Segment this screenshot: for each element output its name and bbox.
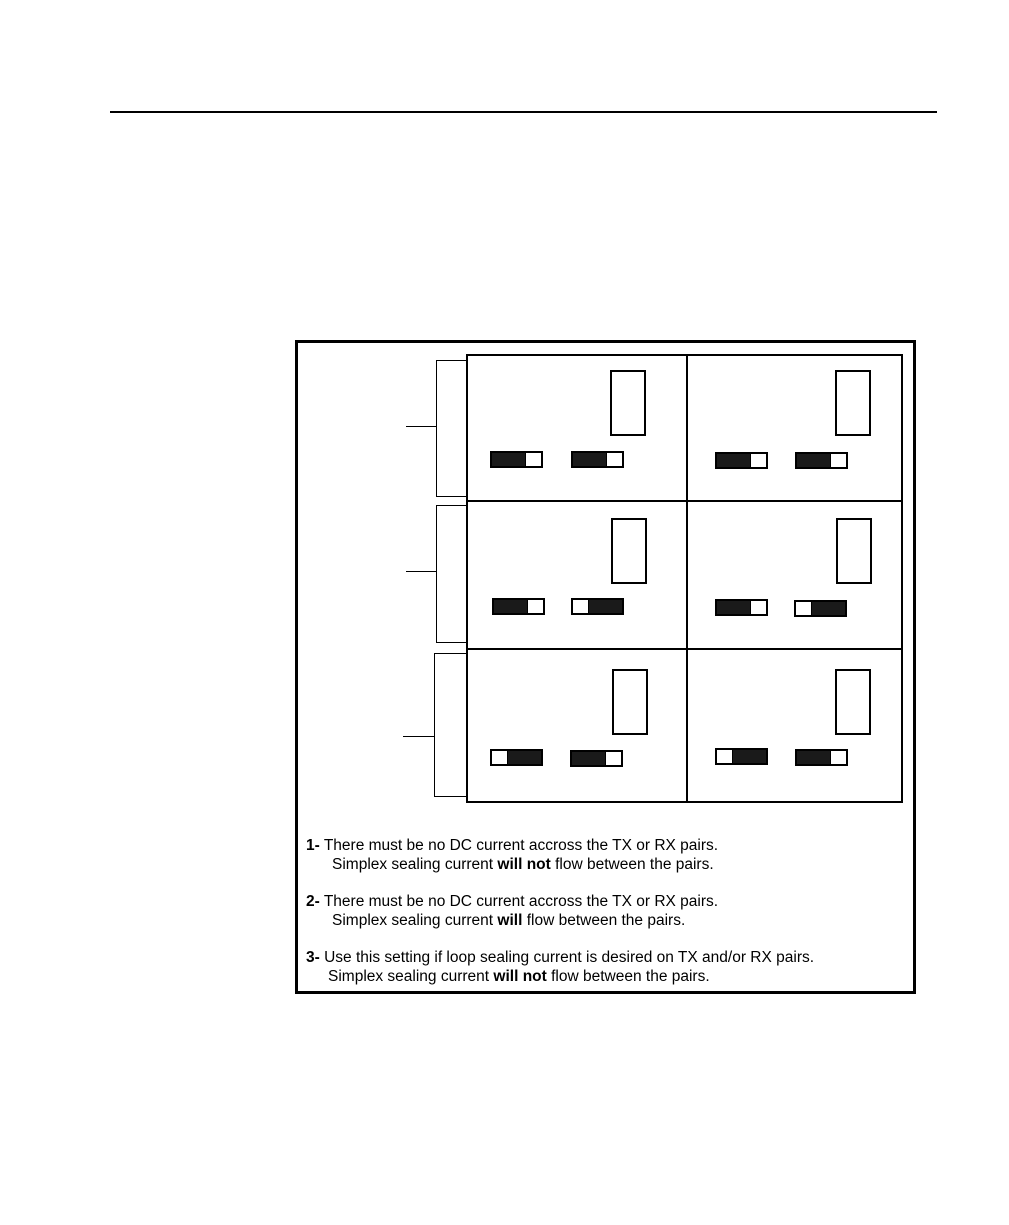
header-rule [110,111,937,113]
jumper-block [835,669,871,735]
dip-switch-left [571,598,624,615]
note-text: There must be no DC current accross the TX or RX pairs. [323,837,719,854]
note-subtext: Simplex sealing current will flow between the pairs. [332,912,686,929]
row2-bracket-tick [406,571,436,572]
note-text: There must be no DC current accross the TX or RX pairs. [323,893,719,910]
row3-bracket-tick [403,736,434,737]
dip-switch-left [490,749,543,766]
row1-bracket-tick [406,426,436,427]
jumper-block [836,518,872,584]
grid-row-divider-2 [466,648,903,650]
grid-column-divider [686,354,688,803]
row2-bracket [436,505,466,643]
note-number: 1- [306,837,320,854]
dip-switch-right [715,599,768,616]
jumper-block [835,370,871,436]
note-1 [306,836,916,874]
note-subtext: Simplex sealing current will not flow between the pairs. [332,856,714,873]
dip-switch-right [795,749,848,766]
row3-bracket [434,653,466,797]
note-number: 2- [306,893,320,910]
note-3 [306,948,916,986]
dip-switch-left [715,748,768,765]
dip-switch-right [795,452,848,469]
dip-switch-left [794,600,847,617]
dip-switch-right [571,451,624,468]
dip-switch-right [570,750,623,767]
notes-list [306,836,916,1004]
note-number: 3- [306,949,320,966]
note-text: Use this setting if loop sealing current is desired on TX and/or RX pairs. [324,949,815,966]
dip-switch-right [490,451,543,468]
jumper-block [612,669,648,735]
jumper-block [610,370,646,436]
row1-bracket [436,360,466,497]
note-2 [306,892,916,930]
dip-switch-right [715,452,768,469]
dip-switch-right [492,598,545,615]
jumper-block [611,518,647,584]
note-subtext: Simplex sealing current will not flow between the pairs. [328,968,710,985]
grid-row-divider-1 [466,500,903,502]
